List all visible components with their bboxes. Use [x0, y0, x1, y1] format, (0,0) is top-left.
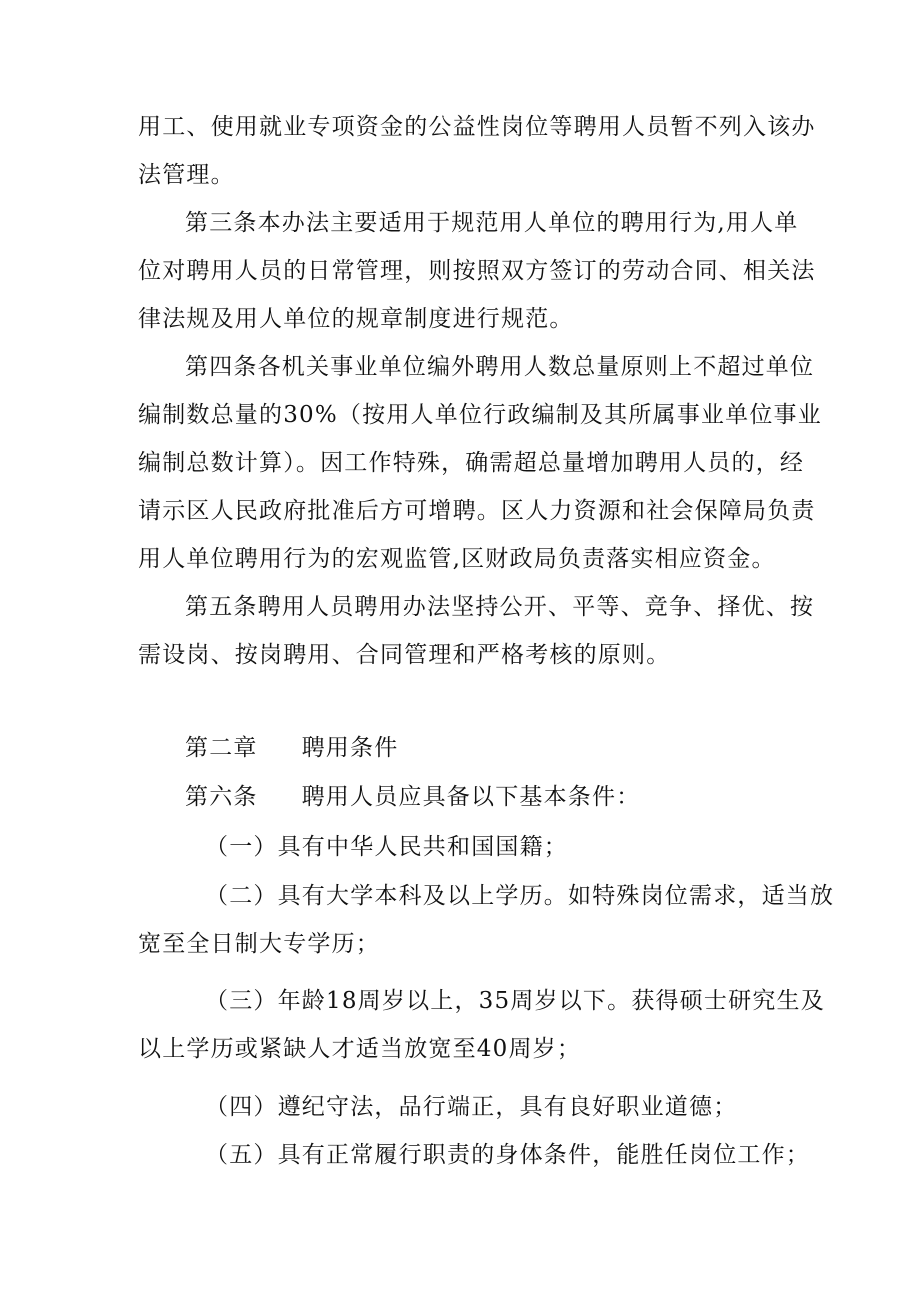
- condition-3: [138, 977, 825, 1073]
- chapter-heading: [185, 724, 398, 772]
- text-line: （五）具有正常履行职责的身体条件，能胜任岗位工作；: [205, 1142, 810, 1168]
- text-line: 第五条聘用人员聘用办法坚持公开、平等、竞争、择优、按: [185, 594, 815, 620]
- text-line: （三）年龄18周岁以上，35周岁以下。获得硕士研究生及: [205, 988, 825, 1014]
- paragraph-article-3: [138, 199, 816, 343]
- condition-1: [138, 823, 798, 871]
- text-line: 以上学历或紧缺人才适当放宽至40周岁；: [138, 1036, 582, 1062]
- article-6-text: 聘用人员应具备以下基本条件：: [301, 784, 641, 810]
- condition-2: [138, 872, 835, 968]
- condition-4: [138, 1083, 798, 1131]
- paragraph-article-5: [138, 583, 815, 679]
- chapter-title: 聘用条件: [301, 735, 399, 761]
- article-6-heading: [185, 773, 640, 821]
- text-line: 法管理。: [138, 162, 235, 188]
- text-line: （四）遵纪守法，品行端正，具有良好职业道德；: [205, 1094, 738, 1120]
- text-line: 请示区人民政府批准后方可增聘。区人力资源和社会保障局负责: [138, 498, 816, 524]
- text-line: 需设岗、按岗聘用、合同管理和严格考核的原则。: [138, 642, 671, 668]
- text-line: 用人单位聘用行为的宏观监管,区财政局负责落实相应资金。: [138, 546, 776, 572]
- condition-5: [138, 1131, 810, 1179]
- text-line: 宽至全日制大专学历；: [138, 931, 380, 957]
- article-6-label: 第六条: [185, 784, 258, 810]
- paragraph-continuation: [138, 103, 816, 199]
- text-line: 律法规及用人单位的规章制度进行规范。: [138, 306, 574, 332]
- text-line: （一）具有中华人民共和国国籍；: [205, 834, 568, 860]
- text-line: 第四条各机关事业单位编外聘用人数总量原则上不超过单位: [185, 354, 815, 380]
- text-line: 第三条本办法主要适用于规范用人单位的聘用行为,用人单: [185, 210, 799, 236]
- paragraph-article-4: [138, 343, 822, 583]
- text-line: （二）具有大学本科及以上学历。如特殊岗位需求，适当放: [205, 883, 835, 909]
- text-line: 编制数总量的30%（按用人单位行政编制及其所属事业单位事业: [138, 402, 822, 428]
- text-line: 位对聘用人员的日常管理，则按照双方签订的劳动合同、相关法: [138, 258, 816, 284]
- text-line: 用工、使用就业专项资金的公益性岗位等聘用人员暂不列入该办: [138, 114, 816, 140]
- text-line: 编制总数计算）。因工作特殊，确需超总量增加聘用人员的，经: [138, 450, 805, 476]
- chapter-label: 第二章: [185, 735, 258, 761]
